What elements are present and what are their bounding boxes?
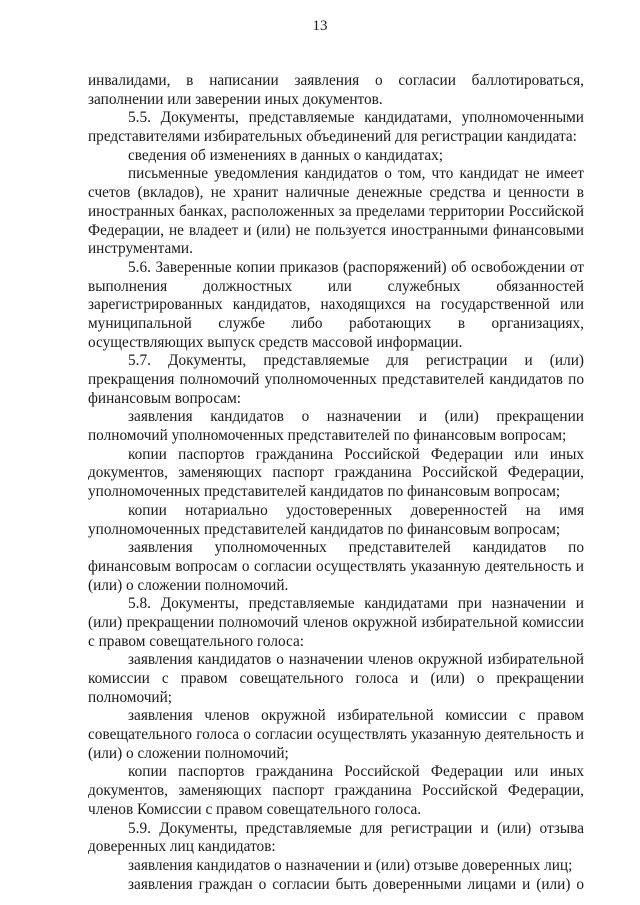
text-line: заявления кандидатов о назначении и (или) прекращении	[128, 408, 584, 426]
text-line: муниципальной службе либо работающих в организациях,	[88, 314, 584, 332]
body-text	[88, 72, 584, 894]
text-line: инвалидами, в написании заявления о согласии баллотироваться,	[88, 72, 584, 89]
text-line: полномочий;	[88, 688, 173, 706]
text-line: сведения об изменениях в данных о кандидатах;	[128, 146, 444, 164]
text-line: с правом совещательного голоса:	[88, 632, 305, 650]
text-line: инструментами.	[88, 240, 193, 258]
text-line: (или) прекращении полномочий членов окружной избирательной комиссии	[88, 613, 584, 631]
text-line: уполномоченных представителей кандидатов по финансовым вопросам;	[88, 483, 561, 501]
text-line: осуществляющих выпуск средств массовой информации.	[88, 333, 463, 351]
text-line: счетов (вкладов), не хранит наличные денежные средства и ценности в	[88, 184, 584, 202]
text-line: 5.9. Документы, представляемые для регистрации и (или) отзыва	[128, 819, 584, 837]
text-line: копии паспортов гражданина Российской Федерации или иных	[128, 445, 584, 463]
text-line: заявления кандидатов о назначении и (или) отзыве доверенных лиц;	[128, 856, 573, 874]
text-line: полномочий уполномоченных представителей по финансовым вопросам;	[88, 427, 567, 445]
text-line: 5.7. Документы, представляемые для регистрации и (или)	[128, 352, 584, 370]
text-line: уполномоченных представителей кандидатов по финансовым вопросам;	[88, 520, 561, 538]
text-line: доверенных лиц кандидатов:	[88, 838, 276, 856]
text-line: прекращения полномочий уполномоченных представителей кандидатов по	[88, 371, 584, 388]
text-line: письменные уведомления кандидатов о том, что кандидат не имеет	[128, 165, 584, 183]
text-line: выполнения должностных или служебных обязанностей	[88, 277, 584, 295]
text-line: 5.6. Заверенные копии приказов (распоряжений) об освобождении от	[128, 258, 584, 276]
text-line: финансовым вопросам:	[88, 389, 242, 407]
text-line: членов Комиссии с правом совещательного голоса.	[88, 800, 422, 818]
page-number: 13	[312, 18, 328, 34]
text-line: представителями избирательных объединений для регистрации кандидата:	[88, 128, 577, 146]
text-line: заявления кандидатов о назначении членов окружной избирательной	[128, 651, 584, 669]
text-line: заявления уполномоченных представителей кандидатов по	[128, 539, 584, 557]
text-line: (или) о сложении полномочий.	[88, 576, 289, 594]
text-line: заявления членов окружной избирательной комиссии с правом	[128, 707, 584, 725]
text-line: копии паспортов гражданина Российской Федерации или иных	[128, 763, 584, 781]
text-line: заявления граждан о согласии быть доверенными лицами и (или) о	[128, 875, 584, 893]
text-line: совещательного голоса о согласии осуществлять указанную деятельность и	[88, 726, 584, 744]
text-line: документов, заменяющих паспорт гражданина Российской Федерации,	[88, 464, 584, 482]
text-line: документов, заменяющих паспорт гражданина Российской Федерации,	[88, 782, 584, 800]
text-line: Федерации, не владеет и (или) не пользуется иностранными финансовыми	[88, 221, 584, 239]
text-line: заполнении или заверении иных документов.	[88, 90, 383, 108]
text-line: финансовым вопросам о согласии осуществлять указанную деятельность и	[88, 557, 584, 575]
text-line: комиссии с правом совещательного голоса и (или) о прекращении	[88, 670, 584, 687]
text-line: 5.5. Документы, представляемые кандидатами, уполномоченными	[128, 109, 584, 127]
text-line: иностранных банках, расположенных за пределами территории Российской	[88, 202, 584, 220]
text-line: копии нотариально удостоверенных доверенностей на имя	[128, 501, 584, 519]
text-line: зарегистрированных кандидатов, находящихся на государственной или	[88, 296, 584, 314]
text-line: 5.8. Документы, представляемые кандидатами при назначении и	[128, 595, 584, 613]
text-line: (или) о сложении полномочий;	[88, 744, 289, 762]
